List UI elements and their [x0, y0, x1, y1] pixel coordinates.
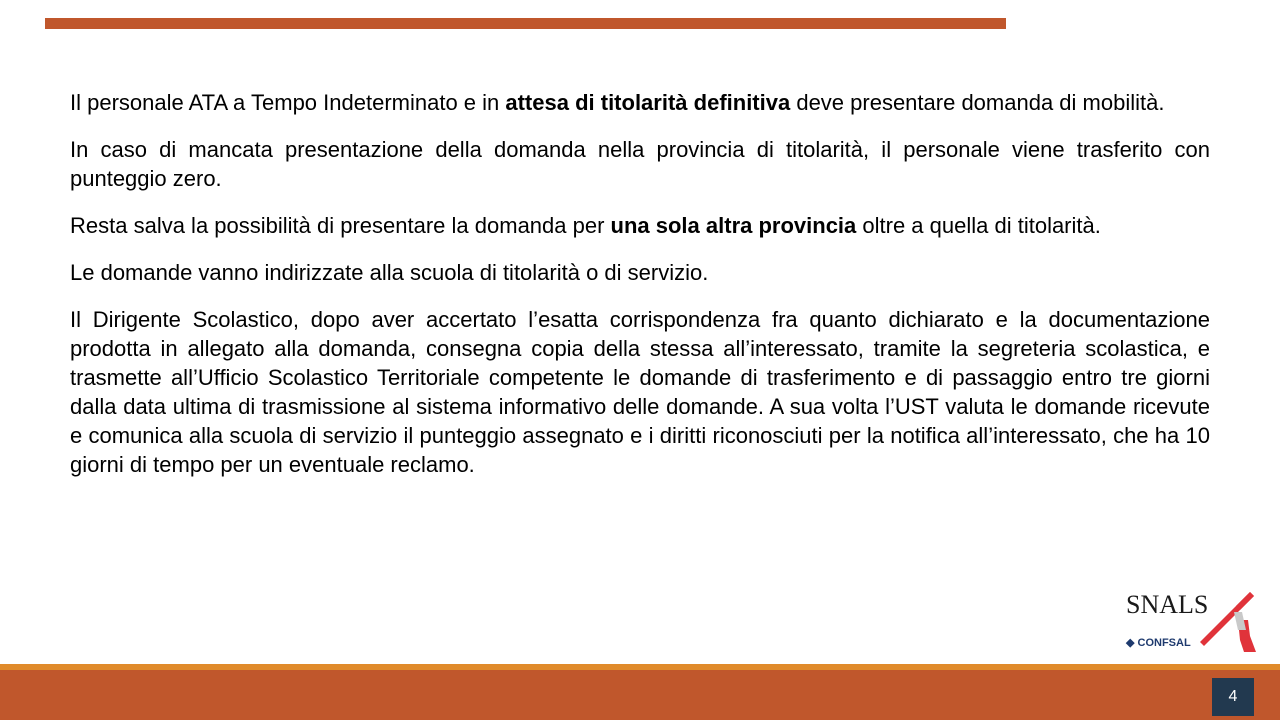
paragraph-1-text-b: deve presentare domanda di mobilità. — [790, 90, 1165, 115]
paragraph-1-text-a: Il personale ATA a Tempo Indeterminato e in — [70, 90, 506, 115]
logo-subtitle-text: CONFSAL — [1137, 637, 1191, 649]
paragraph-4: Le domande vanno indirizzate alla scuola di titolarità o di servizio. — [70, 260, 709, 285]
logo-mark-icon — [1194, 590, 1256, 652]
paragraph-3-text-b: oltre a quella di titolarità. — [856, 213, 1101, 238]
footer-bar — [0, 670, 1280, 720]
paragraph-3-bold: una sola altra provincia — [610, 213, 857, 238]
paragraph-3-text-a: Resta salva la possibilità di presentare la domanda per — [70, 213, 611, 238]
paragraph-2: In caso di mancata presentazione della domanda nella provincia di titolarità, il personale viene trasferito con punteggio zero. — [70, 137, 1210, 191]
top-accent-bar — [45, 18, 1006, 29]
paragraph-1-bold: attesa di titolarità definitiva — [505, 90, 791, 115]
paragraph-5: Il Dirigente Scolastico, dopo aver accertato l’esatta corrispondenza fra quanto dichiarato e la documentazione prodotta in allegato alla domanda, consegna copia della stessa all’interessato, tramite la segreteria scolastica, e trasmette all’Ufficio Scolastico Territoriale competente le domande di trasferimento e di passaggio entro tre giorni dalla data ultima di trasmissione al sistema informativo delle domande. A sua volta l’UST valuta le domande ricevute e comunica alla scuola di servizio il punteggio assegnato e i diritti riconosciuti per la notifica all’interessato, che ha 10 giorni di tempo per un eventuale reclamo. — [70, 307, 1210, 477]
logo-name: SNALS — [1126, 590, 1209, 619]
snals-confsal-logo — [1122, 590, 1262, 656]
paragraph-3 — [70, 211, 1210, 240]
page-number: 4 — [1212, 678, 1254, 716]
confsal-mark-icon: ◆ — [1126, 637, 1138, 649]
logo-subtitle — [1126, 636, 1191, 649]
slide-body — [70, 88, 1210, 497]
paragraph-1 — [70, 88, 1210, 117]
